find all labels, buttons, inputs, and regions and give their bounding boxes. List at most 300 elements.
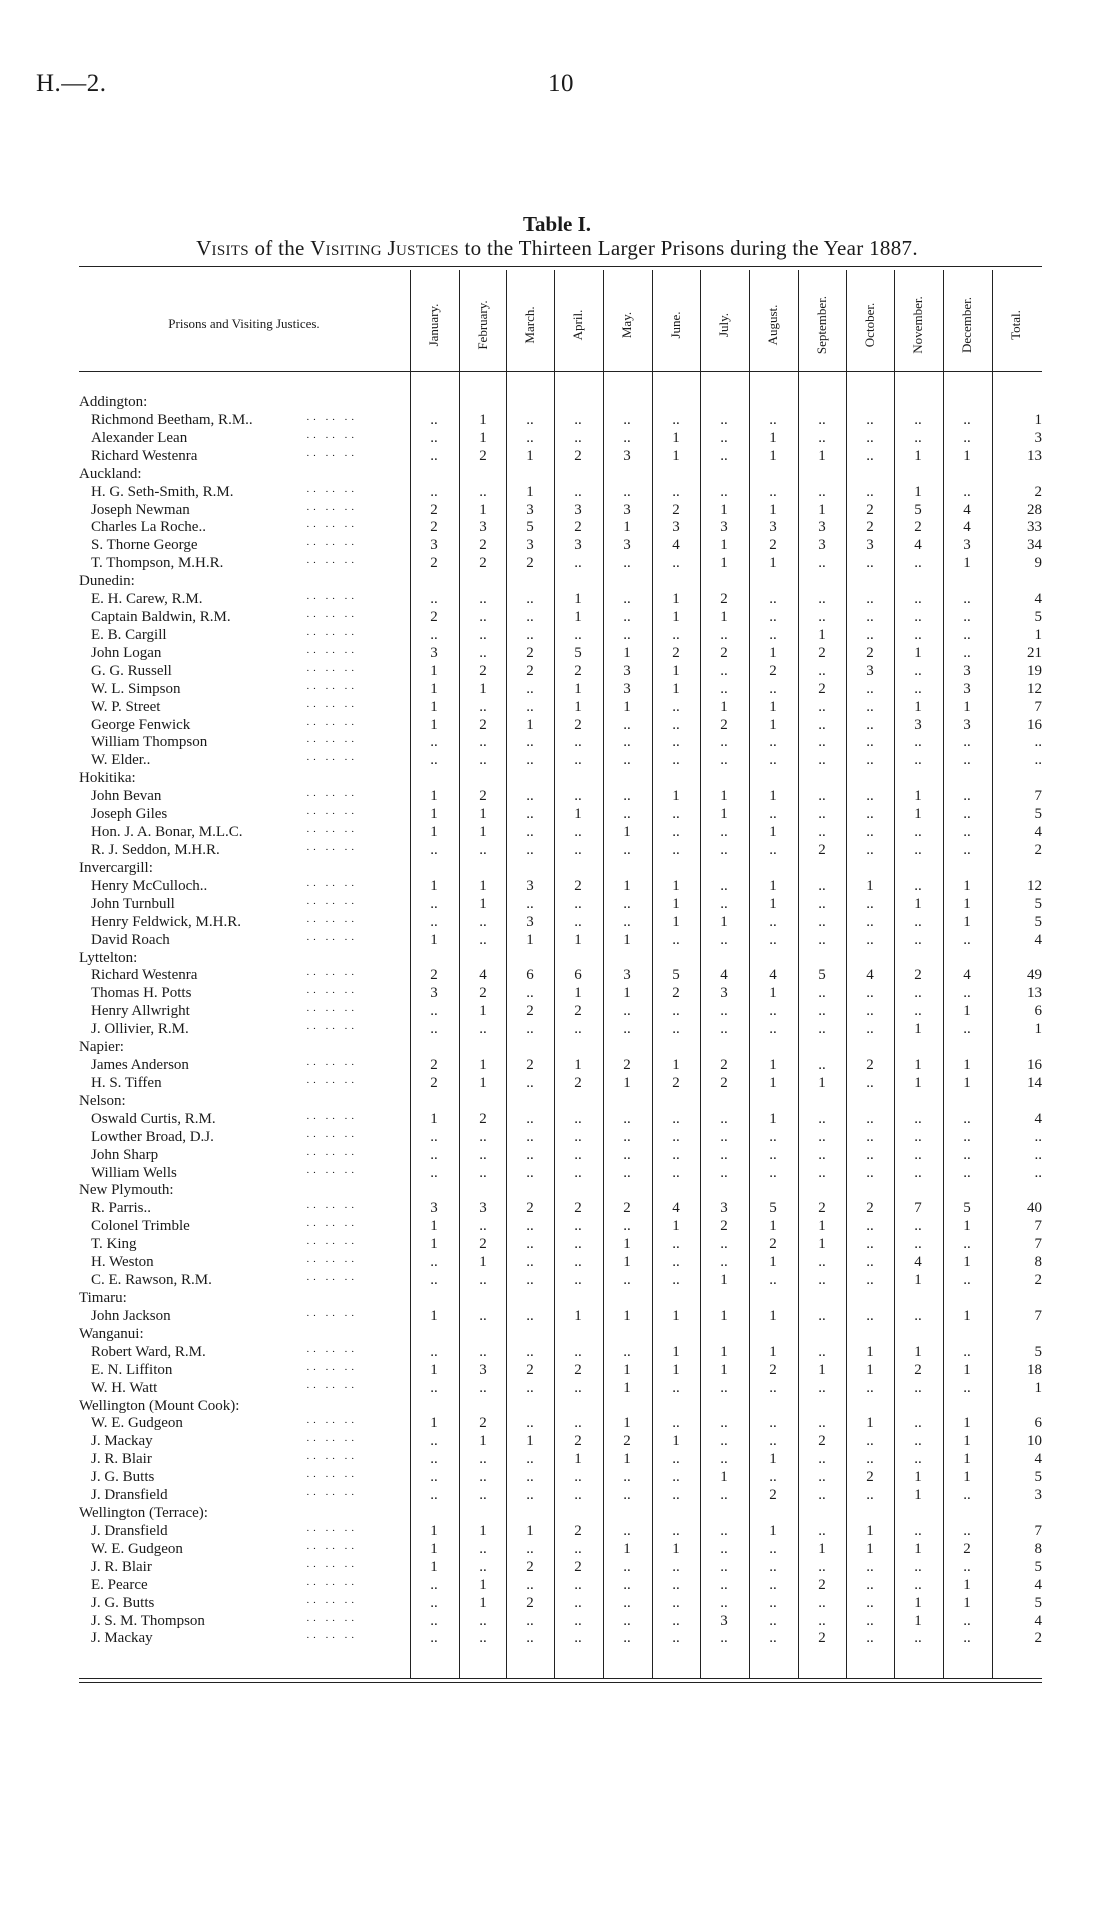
table-row: [0, 1056, 1114, 1074]
month-value: ..: [866, 681, 874, 697]
month-value: ..: [623, 914, 631, 930]
table-row: [0, 733, 1114, 751]
month-value: ..: [479, 1451, 487, 1467]
justice-name: W. H. Watt: [91, 1380, 158, 1396]
month-value: 2: [769, 1236, 777, 1252]
month-value: ..: [963, 1111, 971, 1127]
month-value: 1: [769, 717, 777, 733]
month-value: 1: [963, 914, 971, 930]
month-value: ..: [818, 734, 826, 750]
month-value: ..: [963, 752, 971, 768]
month-value: 1: [914, 1469, 922, 1485]
column-header-label: October.: [862, 302, 877, 348]
month-value: 3: [479, 519, 487, 535]
month-value: ..: [914, 1111, 922, 1127]
month-value: ..: [623, 430, 631, 446]
justice-name: E. B. Cargill: [91, 627, 167, 643]
table-row: [0, 1307, 1114, 1325]
month-value: ..: [914, 1129, 922, 1145]
month-value: ..: [769, 1559, 777, 1575]
table-row: [0, 662, 1114, 680]
total-value: 8: [1034, 1254, 1042, 1270]
month-value: 2: [526, 555, 534, 571]
leader-dots: ·· ·· ··: [306, 1364, 358, 1376]
month-value: 1: [914, 1613, 922, 1629]
month-value: ..: [818, 878, 826, 894]
month-value: 1: [623, 1541, 631, 1557]
month-value: ..: [769, 1433, 777, 1449]
month-value: ..: [866, 1595, 874, 1611]
column-header-label: March.: [522, 306, 537, 344]
table-row: [0, 644, 1114, 662]
month-value: ..: [720, 1165, 728, 1181]
month-value: 3: [526, 537, 534, 553]
justice-name: J. Ollivier, R.M.: [91, 1021, 189, 1037]
total-value: 1: [1034, 412, 1042, 428]
month-value: ..: [720, 627, 728, 643]
month-value: ..: [866, 1254, 874, 1270]
month-value: ..: [963, 1129, 971, 1145]
month-value: 2: [574, 717, 582, 733]
month-value: ..: [720, 842, 728, 858]
month-value: ..: [430, 1487, 438, 1503]
month-value: ..: [914, 985, 922, 1001]
month-value: 5: [574, 645, 582, 661]
month-value: ..: [672, 1380, 680, 1396]
month-value: ..: [430, 484, 438, 500]
month-value: 1: [769, 1111, 777, 1127]
justice-name: David Roach: [91, 932, 170, 948]
month-value: ..: [866, 484, 874, 500]
month-value: 1: [430, 717, 438, 733]
month-value: ..: [769, 1003, 777, 1019]
month-value: ..: [430, 1129, 438, 1145]
month-value: 2: [526, 663, 534, 679]
month-value: 1: [963, 1451, 971, 1467]
total-value: 2: [1034, 1272, 1042, 1288]
justice-name: Joseph Newman: [91, 502, 190, 518]
month-value: ..: [914, 591, 922, 607]
prison-heading: Hokitika:: [79, 770, 136, 786]
month-value: 2: [430, 1075, 438, 1091]
month-value: ..: [623, 1469, 631, 1485]
month-value: ..: [769, 1469, 777, 1485]
total-value: 14: [1027, 1075, 1042, 1091]
month-value: ..: [672, 1272, 680, 1288]
month-value: ..: [818, 806, 826, 822]
month-value: 1: [672, 1362, 680, 1378]
justice-name: J. R. Blair: [91, 1559, 152, 1575]
month-value: 2: [818, 1433, 826, 1449]
month-value: ..: [818, 1308, 826, 1324]
table-row: [0, 554, 1114, 572]
justice-name: R. Parris..: [91, 1200, 151, 1216]
page-reference: H.—2.: [36, 70, 107, 97]
table-row: [0, 895, 1114, 913]
month-value: 2: [526, 1057, 534, 1073]
month-value: ..: [720, 1487, 728, 1503]
month-value: ..: [479, 1613, 487, 1629]
month-value: ..: [818, 1003, 826, 1019]
month-value: ..: [479, 645, 487, 661]
month-value: ..: [818, 1415, 826, 1431]
month-value: 1: [672, 663, 680, 679]
justice-name: H. S. Tiffen: [91, 1075, 162, 1091]
month-value: ..: [479, 914, 487, 930]
month-value: ..: [818, 412, 826, 428]
leader-dots: ·· ·· ··: [306, 647, 358, 659]
month-value: 4: [963, 519, 971, 535]
total-value: 5: [1034, 609, 1042, 625]
leader-dots: ·· ·· ··: [306, 1274, 358, 1286]
month-value: 2: [720, 1075, 728, 1091]
month-value: ..: [479, 1165, 487, 1181]
month-value: 1: [574, 1057, 582, 1073]
month-value: 2: [479, 663, 487, 679]
leader-dots: ·· ·· ··: [306, 539, 358, 551]
month-value: 3: [623, 681, 631, 697]
month-value: ..: [574, 1218, 582, 1234]
month-value: 1: [866, 1362, 874, 1378]
leader-dots: ·· ·· ··: [306, 629, 358, 641]
column-header-label: June.: [668, 311, 683, 339]
month-value: 1: [769, 1451, 777, 1467]
month-value: ..: [672, 1559, 680, 1575]
total-value: 5: [1034, 1559, 1042, 1575]
month-value: ..: [818, 1021, 826, 1037]
month-value: ..: [526, 627, 534, 643]
month-value: ..: [963, 1236, 971, 1252]
month-value: ..: [914, 1415, 922, 1431]
prison-heading: New Plymouth:: [79, 1182, 174, 1198]
leader-dots: ·· ·· ··: [306, 736, 358, 748]
table-row: [0, 877, 1114, 895]
month-value: ..: [574, 1272, 582, 1288]
month-value: 1: [430, 681, 438, 697]
month-value: 4: [914, 1254, 922, 1270]
leader-dots: ·· ·· ··: [306, 557, 358, 569]
month-value: 1: [479, 412, 487, 428]
leader-dots: ·· ·· ··: [306, 1543, 358, 1555]
justice-name: E. H. Carew, R.M.: [91, 591, 203, 607]
month-value: ..: [769, 752, 777, 768]
table-row: [0, 787, 1114, 805]
table-row: [0, 1128, 1114, 1146]
month-value: ..: [866, 1451, 874, 1467]
month-value: ..: [818, 591, 826, 607]
month-value: 1: [963, 1308, 971, 1324]
justice-name: J. Mackay: [91, 1433, 153, 1449]
month-value: ..: [818, 1523, 826, 1539]
month-value: 2: [479, 555, 487, 571]
month-value: 1: [430, 1111, 438, 1127]
month-value: ..: [574, 1469, 582, 1485]
subtitle-part: to the Thirteen Larger Prisons during the Year 1887.: [458, 236, 918, 260]
month-value: 2: [818, 842, 826, 858]
month-value: ..: [866, 448, 874, 464]
month-value: ..: [430, 1630, 438, 1646]
month-value: ..: [914, 1559, 922, 1575]
month-value: 1: [623, 1362, 631, 1378]
month-value: 1: [479, 1577, 487, 1593]
justice-name: John Bevan: [91, 788, 162, 804]
month-value: 2: [672, 985, 680, 1001]
table-row: [0, 447, 1114, 465]
month-value: ..: [574, 896, 582, 912]
stub-header: Prisons and Visiting Justices.: [168, 316, 320, 331]
month-value: 1: [769, 878, 777, 894]
month-value: ..: [818, 1469, 826, 1485]
month-value: 1: [430, 1523, 438, 1539]
justice-name: H. G. Seth-Smith, R.M.: [91, 484, 234, 500]
table-row: [0, 1379, 1114, 1397]
month-value: ..: [720, 430, 728, 446]
month-value: ..: [720, 824, 728, 840]
month-value: ..: [526, 412, 534, 428]
table-row: [0, 1199, 1114, 1217]
month-value: ..: [574, 1613, 582, 1629]
total-value: 8: [1034, 1541, 1042, 1557]
month-value: 1: [430, 824, 438, 840]
month-value: ..: [769, 1595, 777, 1611]
month-value: 1: [526, 1523, 534, 1539]
month-value: ..: [672, 1630, 680, 1646]
month-value: ..: [430, 1433, 438, 1449]
table-row: [0, 1522, 1114, 1540]
month-value: ..: [526, 1541, 534, 1557]
month-value: 2: [818, 1577, 826, 1593]
total-value: 1: [1034, 1021, 1042, 1037]
month-value: 2: [866, 645, 874, 661]
month-value: 1: [963, 1577, 971, 1593]
month-value: 1: [479, 681, 487, 697]
month-value: 1: [818, 448, 826, 464]
month-value: ..: [866, 1236, 874, 1252]
month-value: 1: [623, 1380, 631, 1396]
month-value: 1: [526, 1433, 534, 1449]
leader-dots: ·· ·· ··: [306, 880, 358, 892]
month-value: ..: [430, 448, 438, 464]
month-value: ..: [526, 1236, 534, 1252]
month-value: ..: [672, 555, 680, 571]
month-value: ..: [623, 734, 631, 750]
column-header-label: November.: [910, 296, 925, 354]
month-value: ..: [430, 1577, 438, 1593]
month-value: 1: [769, 1308, 777, 1324]
month-value: 1: [479, 1433, 487, 1449]
month-value: ..: [818, 699, 826, 715]
total-value: 5: [1034, 806, 1042, 822]
month-value: 1: [914, 1021, 922, 1037]
month-value: ..: [769, 1630, 777, 1646]
total-value: 4: [1034, 1451, 1042, 1467]
month-value: 1: [623, 1236, 631, 1252]
total-value: 4: [1034, 1577, 1042, 1593]
month-value: 1: [430, 1559, 438, 1575]
month-value: ..: [866, 1129, 874, 1145]
month-value: 3: [914, 717, 922, 733]
justice-name: J. Mackay: [91, 1630, 153, 1646]
total-value: 13: [1027, 985, 1042, 1001]
month-value: ..: [866, 717, 874, 733]
month-value: 4: [963, 502, 971, 518]
leader-dots: ·· ·· ··: [306, 1149, 358, 1161]
month-value: 1: [818, 1362, 826, 1378]
month-value: ..: [818, 1129, 826, 1145]
month-value: ..: [866, 1075, 874, 1091]
month-value: ..: [866, 699, 874, 715]
month-value: ..: [623, 609, 631, 625]
justice-name: John Logan: [91, 645, 162, 661]
justice-name: Henry McCulloch..: [91, 878, 208, 894]
justice-name: J. S. M. Thompson: [91, 1613, 205, 1629]
leader-dots: ·· ·· ··: [306, 1167, 358, 1179]
month-value: ..: [526, 609, 534, 625]
month-value: ..: [526, 1630, 534, 1646]
month-value: ..: [574, 1630, 582, 1646]
month-value: ..: [623, 752, 631, 768]
month-value: 1: [963, 1003, 971, 1019]
month-value: ..: [526, 824, 534, 840]
month-value: ..: [430, 430, 438, 446]
total-value: 4: [1034, 591, 1042, 607]
month-value: ..: [574, 555, 582, 571]
month-value: 3: [574, 537, 582, 553]
month-value: 3: [720, 985, 728, 1001]
month-value: ..: [720, 1147, 728, 1163]
month-value: 7: [914, 1200, 922, 1216]
month-value: 2: [866, 1200, 874, 1216]
month-value: ..: [623, 1559, 631, 1575]
month-value: ..: [672, 824, 680, 840]
month-value: ..: [623, 896, 631, 912]
month-value: 1: [866, 1523, 874, 1539]
month-value: 1: [672, 1344, 680, 1360]
table-row: [0, 984, 1114, 1002]
month-value: 1: [769, 430, 777, 446]
month-value: ..: [866, 788, 874, 804]
month-value: ..: [526, 699, 534, 715]
month-value: 4: [963, 967, 971, 983]
month-value: 2: [720, 591, 728, 607]
month-value: ..: [574, 1021, 582, 1037]
month-value: ..: [623, 806, 631, 822]
total-value: 12: [1027, 681, 1042, 697]
month-value: ..: [963, 591, 971, 607]
month-value: 2: [769, 663, 777, 679]
month-value: ..: [818, 1254, 826, 1270]
month-value: 2: [818, 681, 826, 697]
month-value: 1: [623, 985, 631, 1001]
month-value: ..: [914, 932, 922, 948]
month-value: 4: [672, 537, 680, 553]
month-value: ..: [963, 430, 971, 446]
month-value: 2: [672, 502, 680, 518]
month-value: 2: [479, 448, 487, 464]
total-value: 6: [1034, 1003, 1042, 1019]
month-value: ..: [574, 1236, 582, 1252]
month-value: 1: [866, 1415, 874, 1431]
month-value: ..: [479, 699, 487, 715]
month-value: 1: [769, 645, 777, 661]
month-value: ..: [914, 824, 922, 840]
leader-dots: ·· ·· ··: [306, 1059, 358, 1071]
total-value: 3: [1034, 430, 1042, 446]
month-value: 1: [720, 1344, 728, 1360]
month-value: ..: [479, 484, 487, 500]
month-value: 3: [574, 502, 582, 518]
table-row: [0, 1164, 1114, 1182]
month-value: 2: [574, 663, 582, 679]
month-value: ..: [672, 1469, 680, 1485]
justice-name: John Sharp: [91, 1147, 159, 1163]
month-value: ..: [866, 1272, 874, 1288]
month-value: ..: [672, 734, 680, 750]
month-value: 2: [574, 1559, 582, 1575]
leader-dots: ·· ·· ··: [306, 1489, 358, 1501]
table-row: [0, 1629, 1114, 1647]
month-value: 1: [479, 1057, 487, 1073]
leader-dots: ·· ·· ··: [306, 1131, 358, 1143]
month-value: ..: [479, 1218, 487, 1234]
month-value: ..: [769, 1415, 777, 1431]
prison-heading: Wellington (Mount Cook):: [79, 1398, 240, 1414]
month-value: 3: [623, 967, 631, 983]
leader-dots: ·· ·· ··: [306, 1525, 358, 1537]
month-value: ..: [623, 1595, 631, 1611]
month-value: ..: [623, 1218, 631, 1234]
month-value: ..: [430, 627, 438, 643]
month-value: ..: [430, 1344, 438, 1360]
leader-dots: ·· ·· ··: [306, 898, 358, 910]
month-value: ..: [574, 1147, 582, 1163]
month-value: 2: [479, 788, 487, 804]
month-value: 1: [574, 609, 582, 625]
month-value: 2: [479, 1236, 487, 1252]
month-value: 2: [769, 1362, 777, 1378]
month-value: ..: [769, 734, 777, 750]
justice-name: W. E. Gudgeon: [91, 1541, 183, 1557]
month-value: ..: [866, 1577, 874, 1593]
total-value: 6: [1034, 1415, 1042, 1431]
month-value: ..: [769, 1613, 777, 1629]
month-value: 1: [769, 555, 777, 571]
month-value: ..: [866, 824, 874, 840]
month-value: 6: [526, 967, 534, 983]
month-value: ..: [914, 1451, 922, 1467]
total-value: 3: [1034, 1487, 1042, 1503]
month-value: 1: [720, 609, 728, 625]
month-value: ..: [623, 1147, 631, 1163]
month-value: ..: [769, 806, 777, 822]
month-value: ..: [818, 896, 826, 912]
month-value: 1: [769, 788, 777, 804]
month-value: ..: [818, 932, 826, 948]
justice-name: H. Weston: [91, 1254, 154, 1270]
month-value: 2: [574, 1200, 582, 1216]
month-value: ..: [963, 1559, 971, 1575]
month-value: ..: [672, 627, 680, 643]
month-value: ..: [720, 448, 728, 464]
month-value: 2: [574, 1362, 582, 1378]
month-value: ..: [818, 824, 826, 840]
month-value: 2: [672, 645, 680, 661]
month-value: ..: [672, 752, 680, 768]
month-value: ..: [479, 1308, 487, 1324]
month-value: ..: [672, 1613, 680, 1629]
leader-dots: ·· ·· ··: [306, 414, 358, 426]
month-value: 1: [430, 1415, 438, 1431]
